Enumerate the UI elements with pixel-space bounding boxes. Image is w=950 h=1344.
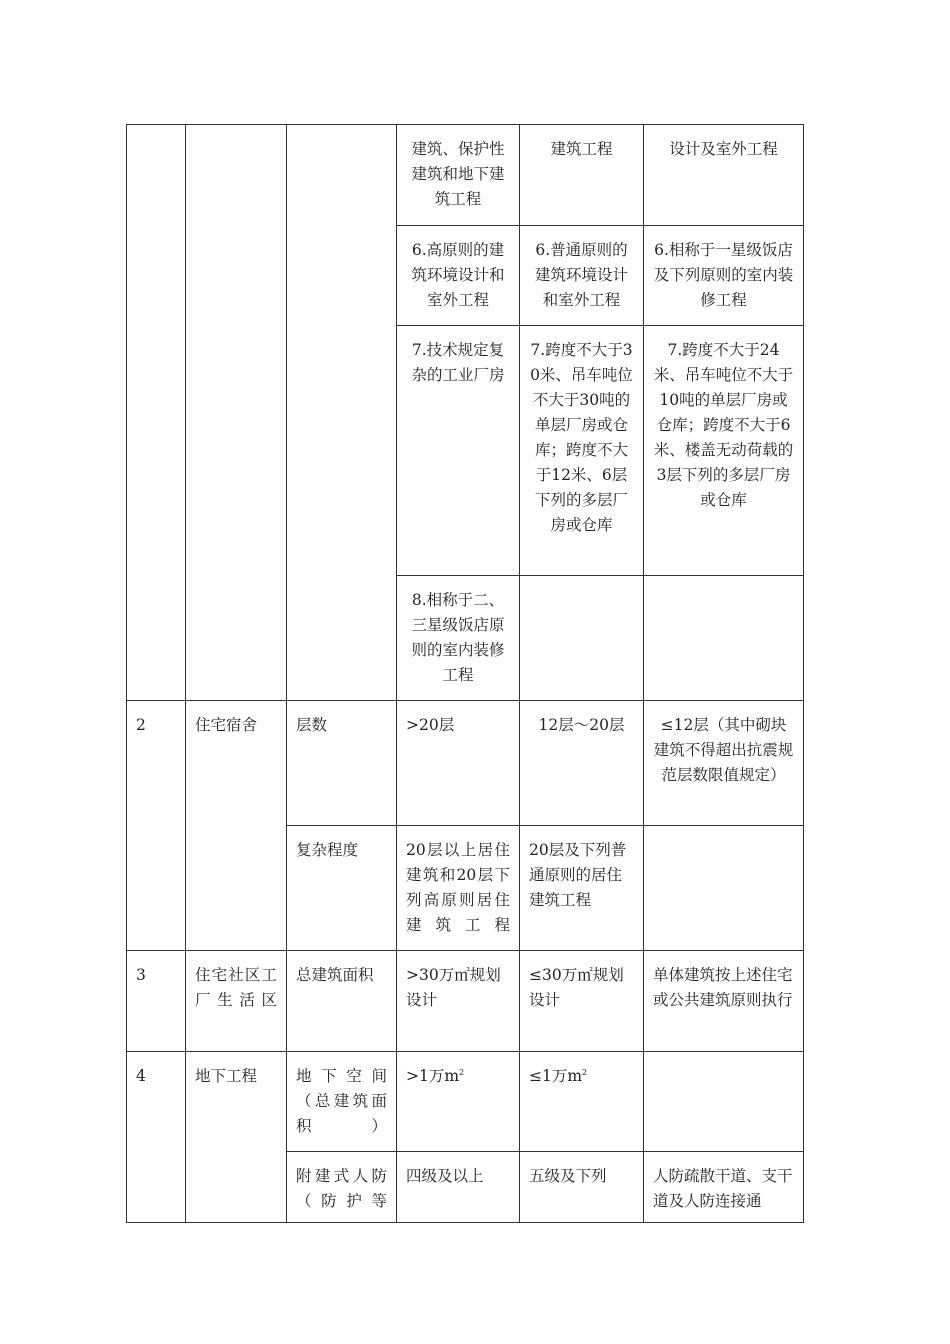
table-row [127,701,804,826]
grade-3-cell: 人防疏散干道、支干道及人防连接通 [644,1152,804,1223]
criterion-cell [287,125,397,701]
grade-3-cell: 6.相称于一星级饭店及下列原则的室内装修工程 [644,226,804,326]
grade-2-cell [520,1052,644,1152]
table-row [127,951,804,1052]
superscript: 2 [582,1067,588,1077]
criterion-cell: 地下空间（总建筑面积） [287,1052,397,1152]
criterion-cell: 总建筑面积 [287,951,397,1052]
grade-1-cell: 6.高原则的建筑环境设计和室外工程 [397,226,520,326]
no-cell: 3 [127,951,186,1052]
category-cell: 地下工程 [186,1052,287,1223]
grade-1-cell: 7.技术规定复杂的工业厂房 [397,326,520,576]
table-row [127,1052,804,1152]
no-cell: 4 [127,1052,186,1223]
grade-1-cell [397,1052,520,1152]
grade-3-cell [644,826,804,951]
category-cell [186,125,287,701]
grade-2-cell: 20层及下列普通原则的居住建筑工程 [520,826,644,951]
superscript: 2 [459,1067,465,1077]
no-cell [127,125,186,701]
grade-1-cell: >20层 [397,701,520,826]
grade-3-cell: 设计及室外工程 [644,125,804,226]
grade-3-cell: ≤12层（其中砌块建筑不得超出抗震规范层数限值规定） [644,701,804,826]
grade-2-cell [520,576,644,701]
value-text: ≤1万m [529,1067,583,1085]
grade-3-cell: 单体建筑按上述住宅或公共建筑原则执行 [644,951,804,1052]
grade-3-cell [644,1052,804,1152]
grade-1-cell: 20层以上居住建筑和20层下列高原则居住建筑工程 [397,826,520,951]
grade-1-cell: >30万㎡规划设计 [397,951,520,1052]
grade-2-cell: 7.跨度不大于30米、吊车吨位不大于30吨的单层厂房或仓库；跨度不大于12米、6层下列的多层厂房或仓库 [520,326,644,576]
table-row [127,125,804,226]
classification-table [126,124,804,1223]
grade-1-cell: 8.相称于二、三星级饭店原则的室内装修工程 [397,576,520,701]
value-text: >1万m [406,1067,460,1085]
grade-2-cell: 五级及下列 [520,1152,644,1223]
category-cell: 住宅宿舍 [186,701,287,951]
grade-2-cell: 建筑工程 [520,125,644,226]
no-cell: 2 [127,701,186,951]
grade-1-cell: 建筑、保护性建筑和地下建筑工程 [397,125,520,226]
criterion-cell: 复杂程度 [287,826,397,951]
grade-2-cell: ≤30万㎡规划设计 [520,951,644,1052]
grade-3-cell: 7.跨度不大于24米、吊车吨位不大于10吨的单层厂房或仓库；跨度不大于6米、楼盖无动荷载的3层下列的多层厂房或仓库 [644,326,804,576]
criterion-cell: 附建式人防（防护等 [287,1152,397,1223]
grade-1-cell: 四级及以上 [397,1152,520,1223]
grade-2-cell: 6.普通原则的建筑环境设计和室外工程 [520,226,644,326]
category-cell: 住宅社区工厂生活区 [186,951,287,1052]
grade-2-cell: 12层～20层 [520,701,644,826]
criterion-cell: 层数 [287,701,397,826]
grade-3-cell [644,576,804,701]
